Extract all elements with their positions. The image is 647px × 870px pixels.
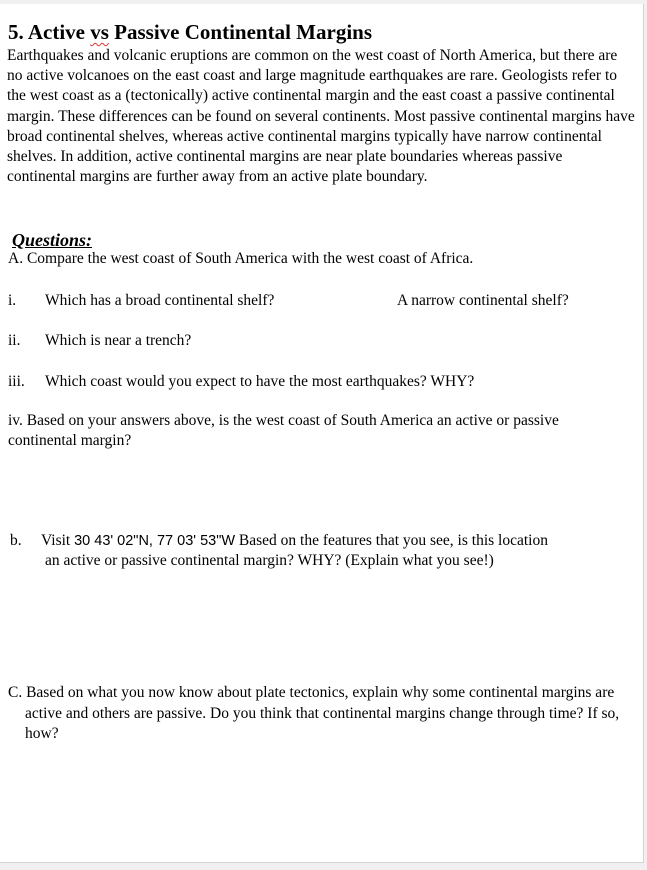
question-i-number: i.: [8, 292, 17, 309]
question-iii-text: Which coast would you expect to have the most earthquakes? WHY?: [45, 373, 475, 390]
question-ii-text: Which is near a trench?: [45, 332, 192, 349]
question-c: C. Based on what you now know about plate tectonics, explain why some continental margins are active and others are passive. Do you think that continental margins change through time? If so, how?: [8, 684, 620, 742]
title-part-active: Active: [27, 20, 85, 44]
question-ii-number: ii.: [8, 332, 21, 349]
question-b-line2: an active or passive continental margin? WHY? (Explain what you see!): [45, 552, 494, 569]
questions-heading: Questions:: [12, 230, 93, 250]
title-part-passive: Passive Continental Margins: [114, 20, 373, 44]
title-vs: vs: [90, 20, 109, 44]
question-b-line1-rest: Based on the features that you see, is this location: [235, 532, 548, 549]
question-a: A. Compare the west coast of South America with the west coast of Africa.: [8, 250, 474, 267]
question-b-number: b.: [10, 532, 22, 549]
page-title: [8, 20, 372, 44]
question-iv: iv. Based on your answers above, is the west coast of South America an active or passive continental margin?: [8, 412, 559, 449]
document-page: [0, 4, 644, 863]
question-b-visit: Visit: [41, 532, 75, 549]
intro-paragraph: Earthquakes and volcanic eruptions are common on the west coast of North America, but there are no active volcanoes on the east coast and large magnitude earthquakes are rare. Geologists refer to the west coast as a (tectonically) active continental margin and the east coast a passive continental margin. These differences can be found on several continents. Most passive continental margins have broad continental shelves, whereas active continental margins typically have narrow continental shelves. In addition, active continental margins are near plate boundaries whereas passive continental margins are further away from an active plate boundary.: [7, 47, 635, 186]
question-b-coordinates: 30 43' 02"N, 77 03' 53"W: [74, 533, 236, 549]
question-iii-number: iii.: [8, 373, 25, 390]
question-i-narrow-shelf: A narrow continental shelf?: [397, 292, 569, 309]
title-number: 5.: [8, 20, 24, 44]
question-b-line1: [41, 531, 611, 551]
question-i-text: Which has a broad continental shelf?: [45, 292, 275, 309]
